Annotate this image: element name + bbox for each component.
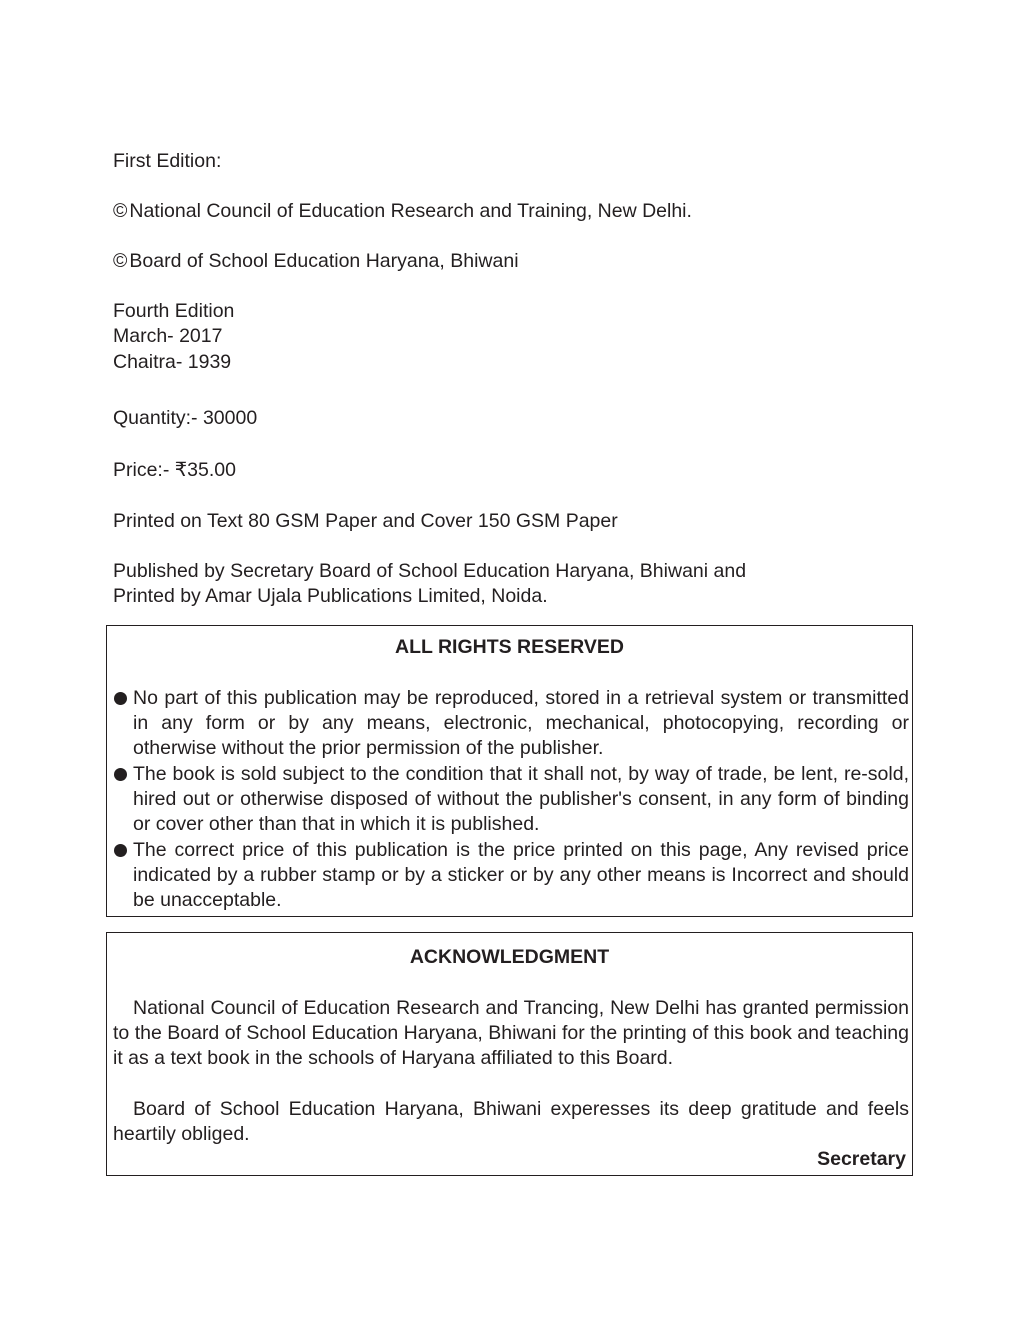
- rights-item-text: The book is sold subject to the condition that it shall not, by way of trade, be lent, re-sold, hired out or otherwise disposed of without the publisher's consent, in any form of binding or cover other than that in which it is published.: [133, 763, 909, 835]
- rights-item: [114, 838, 909, 913]
- printer-line: Printed by Amar Ujala Publications Limited, Noida.: [113, 585, 548, 607]
- bullet-icon: [114, 692, 127, 705]
- publisher-line: Published by Secretary Board of School Education Haryana, Bhiwani and: [113, 560, 747, 582]
- acknowledgment-box: [106, 932, 913, 1176]
- rights-reserved-box: [106, 625, 913, 917]
- copyright-bseh-text: Board of School Education Haryana, Bhiwani: [129, 250, 519, 272]
- first-edition-label: First Edition:: [113, 150, 222, 172]
- rights-item: [114, 762, 909, 837]
- edition-date: March- 2017: [113, 325, 223, 347]
- rights-item-text: The correct price of this publication is the price printed on this page, Any revised price indicated by a rubber stamp or by a sticker or by any other means is Incorrect and should be unacceptable.: [133, 839, 909, 911]
- copyright-ncert-text: National Council of Education Research and Training, New Delhi.: [129, 200, 692, 222]
- book-price: Price:- ₹35.00: [113, 459, 236, 481]
- edition-saka-date: Chaitra- 1939: [113, 351, 232, 373]
- acknowledgment-paragraph: National Council of Education Research and Trancing, New Delhi has granted permission to the Board of School Education Haryana, Bhiwani for the printing of this book and teaching it as a text book in the schools of Haryana affiliated to this Board.: [113, 997, 909, 1069]
- copyright-bseh: [113, 249, 519, 274]
- copyright-symbol: ©: [113, 200, 128, 222]
- bullet-icon: [114, 844, 127, 857]
- rights-reserved-title: ALL RIGHTS RESERVED: [395, 636, 624, 658]
- copyright-symbol: ©: [113, 250, 128, 272]
- acknowledgment-signature: Secretary: [817, 1148, 906, 1170]
- rights-item-text: No part of this publication may be reproduced, stored in a retrieval system or transmitted in any form or by any means, electronic, mechanical, photocopying, recording or otherwise without the prior permission of the publisher.: [133, 687, 909, 759]
- bullet-icon: [114, 768, 127, 781]
- copyright-ncert: [113, 199, 692, 224]
- edition-label: Fourth Edition: [113, 300, 235, 322]
- acknowledgment-title: ACKNOWLEDGMENT: [409, 946, 610, 968]
- paper-specification: Printed on Text 80 GSM Paper and Cover 150 GSM Paper: [113, 510, 618, 532]
- rights-item: [114, 686, 909, 761]
- print-quantity: Quantity:- 30000: [113, 407, 258, 429]
- acknowledgment-paragraph: Board of School Education Haryana, Bhiwani experesses its deep gratitude and feels heartily obliged.: [113, 1098, 909, 1145]
